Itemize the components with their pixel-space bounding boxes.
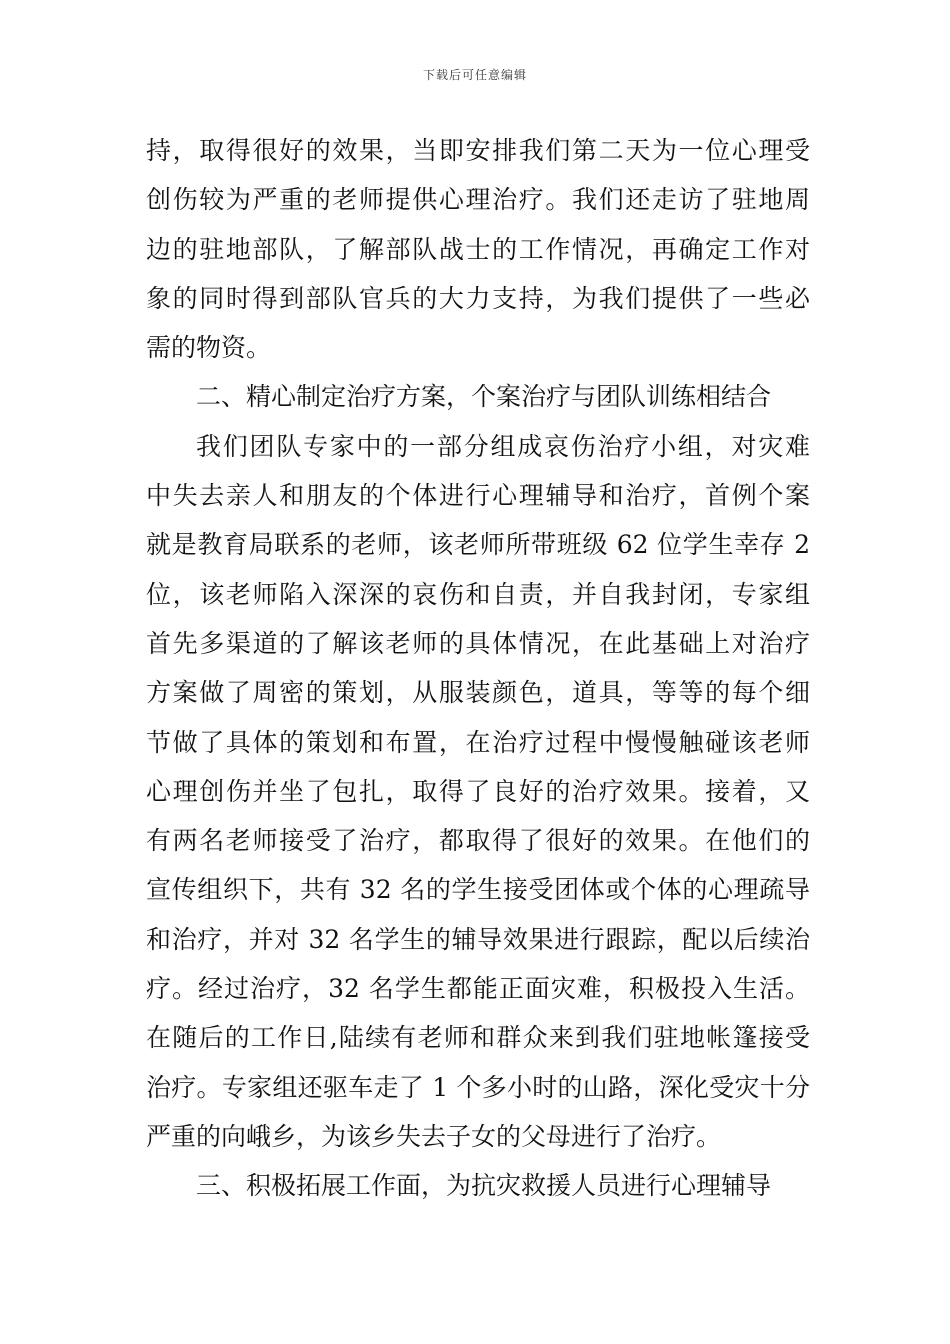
document-body: [146, 126, 810, 1211]
section-heading-3: [146, 1161, 810, 1210]
page-header: 下载后可任意编辑: [422, 68, 527, 82]
text-line: 创伤较为严重的老师提供心理治疗。我们还走访了驻地周: [146, 185, 810, 215]
text-line: 节做了具体的策划和布置，在治疗过程中慢慢触碰该老师: [146, 727, 810, 757]
text-line: 我们团队专家中的一部分组成哀伤治疗小组，对灾难: [196, 431, 810, 461]
text-line: 边的驻地部队，了解部队战士的工作情况，再确定工作对: [146, 234, 810, 264]
text-line: 心理创伤并坐了包扎，取得了良好的治疗效果。接着，又: [146, 776, 810, 806]
text-line: 首先多渠道的了解该老师的具体情况，在此基础上对治疗: [146, 628, 810, 658]
text-line: 方案做了周密的策划，从服装颜色，道具，等等的每个细: [146, 678, 810, 708]
text-line: 有两名老师接受了治疗，都取得了很好的效果。在他们的: [146, 826, 810, 856]
text-line: 在随后的工作日,陆续有老师和群众来到我们驻地帐篷接受: [146, 1023, 810, 1053]
text-line: 位，该老师陷入深深的哀伤和自责，并自我封闭，专家组: [146, 579, 810, 609]
text-line: 持，取得很好的效果，当即安排我们第二天为一位心理受: [146, 136, 810, 165]
paragraph-grief-therapy: [146, 422, 810, 1161]
text-line: 疗。经过治疗，32 名学生都能正面灾难，积极投入生活。: [146, 974, 810, 1004]
heading-line: 二、精心制定治疗方案，个案治疗与团队训练相结合: [196, 382, 772, 412]
paragraph-continuation: [146, 126, 810, 372]
text-line: 象的同时得到部队官兵的大力支持，为我们提供了一些必: [146, 283, 810, 313]
text-line: 中失去亲人和朋友的个体进行心理辅导和治疗，首例个案: [146, 481, 810, 511]
text-line: 宣传组织下，共有 32 名的学生接受团体或个体的心理疏导: [146, 875, 810, 905]
section-heading-2: [146, 372, 810, 421]
text-line: 和治疗，并对 32 名学生的辅导效果进行跟踪，配以后续治: [146, 924, 810, 954]
text-line: 需的物资。: [146, 333, 272, 363]
heading-line: 三、积极拓展工作面，为抗灾救援人员进行心理辅导: [196, 1171, 772, 1201]
text-line: 严重的向峨乡，为该乡失去子女的父母进行了治疗。: [146, 1121, 722, 1151]
text-line: 就是教育局联系的老师，该老师所带班级 62 位学生幸存 2: [146, 530, 810, 560]
text-line: 治疗。专家组还驱车走了 1 个多小时的山路，深化受灾十分: [146, 1072, 810, 1102]
